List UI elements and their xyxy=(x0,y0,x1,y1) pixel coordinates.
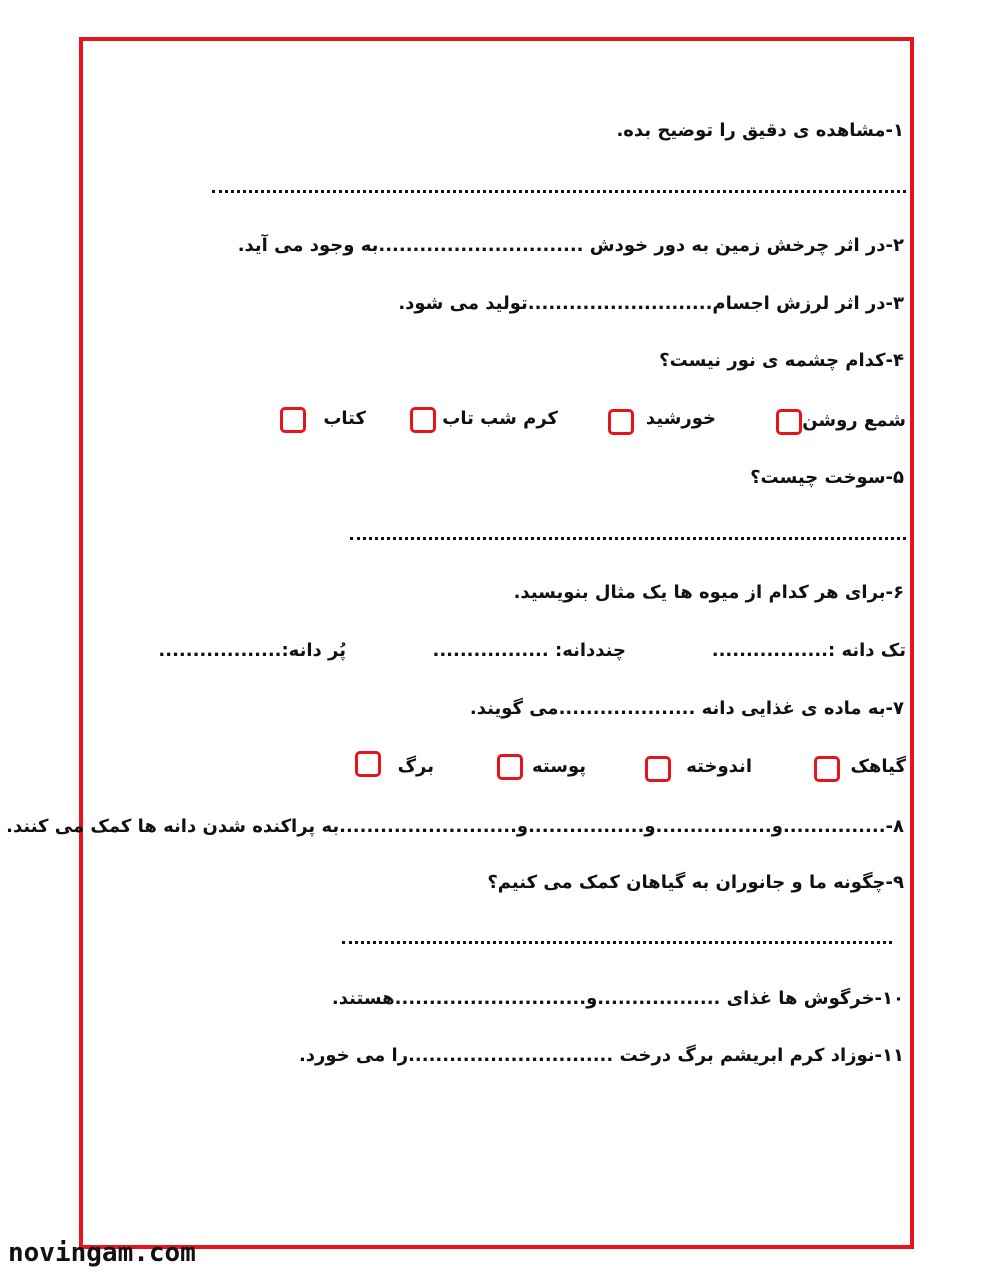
question-10: ۱۰-خرگوش ها غذای ..................و............................هستند. xyxy=(331,988,904,1009)
fruit-single-seed: تک دانه :................. xyxy=(711,640,906,661)
question-6: ۶-برای هر کدام از میوه ها یک مثال بنویسید. xyxy=(513,582,904,603)
option-shell: پوسته xyxy=(531,756,586,777)
checkbox-leaf[interactable] xyxy=(355,751,381,777)
option-embryo: گیاهک xyxy=(850,756,906,777)
answer-line-1[interactable] xyxy=(212,190,906,193)
fruit-few-seeds: چنددانه: ................. xyxy=(432,640,626,661)
checkbox-reserve[interactable] xyxy=(645,756,671,782)
checkbox-book[interactable] xyxy=(280,407,306,433)
option-candle: شمع روشن xyxy=(802,410,906,431)
site-watermark: novingam.com xyxy=(8,1238,196,1268)
question-9: ۹-چگونه ما و جانوران به گیاهان کمک می کنیم؟ xyxy=(487,872,904,893)
answer-line-9[interactable] xyxy=(342,941,892,944)
option-book: کتاب xyxy=(323,408,366,429)
question-4: ۴-کدام چشمه ی نور نیست؟ xyxy=(659,350,904,371)
question-3: ۳-در اثر لرزش اجسام...........................تولید می شود. xyxy=(398,293,904,314)
checkbox-firefly[interactable] xyxy=(410,407,436,433)
question-11: ۱۱-نوزاد کرم ابریشم برگ درخت ..............................را می خورد. xyxy=(298,1045,904,1066)
question-2: ۲-در اثر چرخش زمین به دور خودش ..............................به وجود می آید. xyxy=(237,235,904,256)
checkbox-embryo[interactable] xyxy=(814,756,840,782)
option-firefly: کرم شب تاب xyxy=(442,408,558,429)
question-1: ۱-مشاهده ی دقیق را توضیح بده. xyxy=(616,120,904,141)
option-sun: خورشید xyxy=(645,408,716,429)
option-leaf: برگ xyxy=(397,756,434,777)
question-8: ۸-...............و.................و.................و..........................به پراکنده شدن دانه ها کمک می کنند. xyxy=(6,816,904,837)
question-5: ۵-سوخت چیست؟ xyxy=(750,467,904,488)
checkbox-sun[interactable] xyxy=(608,409,634,435)
answer-line-5[interactable] xyxy=(350,537,906,540)
checkbox-shell[interactable] xyxy=(497,754,523,780)
option-reserve: اندوخته xyxy=(686,756,752,777)
checkbox-candle[interactable] xyxy=(776,409,802,435)
question-7: ۷-به ماده ی غذایی دانه ....................می گویند. xyxy=(469,698,904,719)
fruit-many-seeds: پُر دانه:.................. xyxy=(158,640,346,661)
